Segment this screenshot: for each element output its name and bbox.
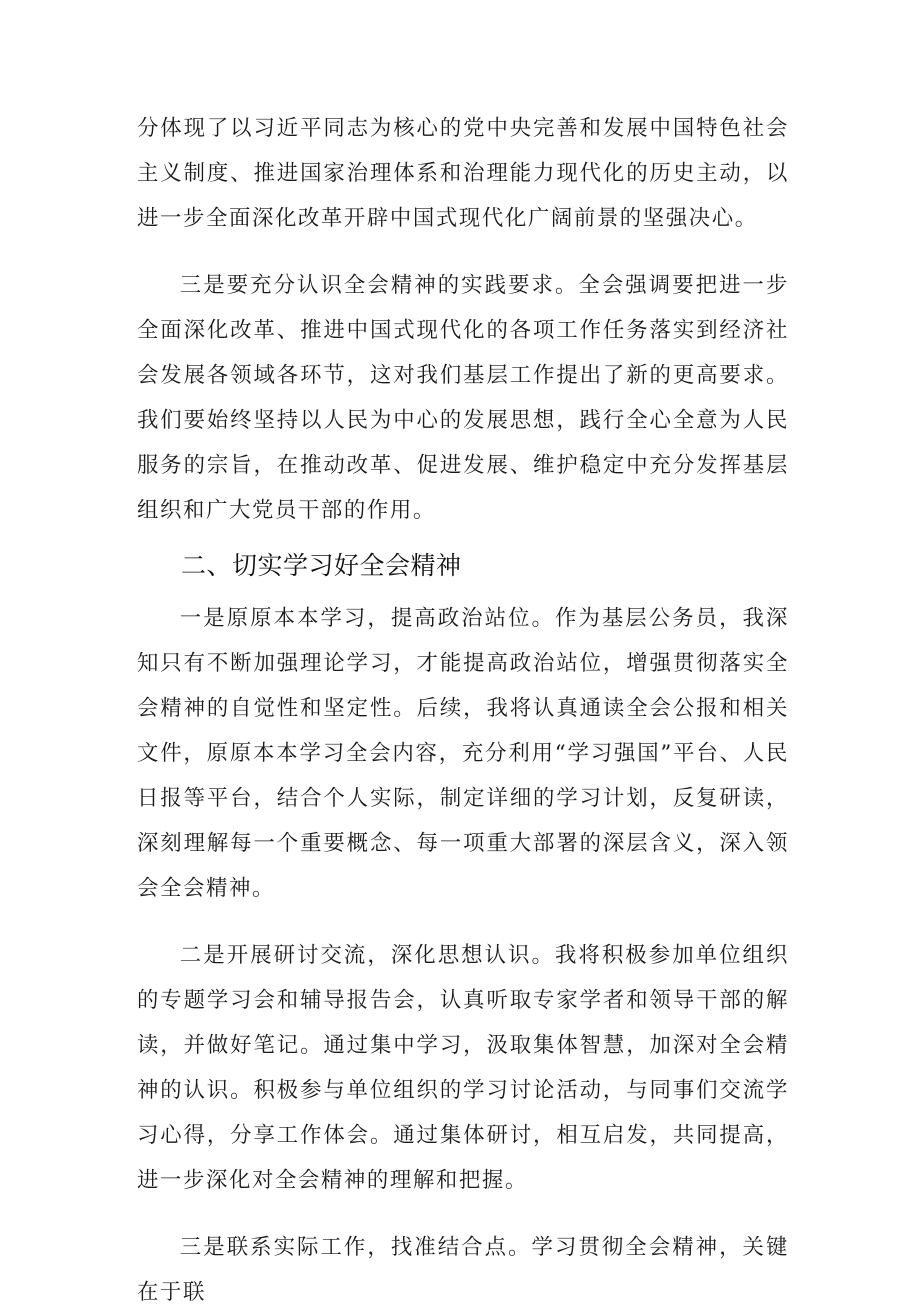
paragraph-discussion-exchange: 二是开展研讨交流，深化思想认识。我将积极参加单位组织的专题学习会和辅导报告会，认真听取专家学者和领导干部的解读，并做好笔记。通过集中学习，汲取集体智慧，加深对全会精神的认识。积极参与单位组织的学习讨论活动，与同事们交流学习心得，分享工作体会。通过集体研讨，相互启发，共同提高，进一步深化对全会精神的理解和把握。 xyxy=(137,943,789,1193)
text-block-top xyxy=(137,106,789,533)
text-block-bottom xyxy=(137,596,789,1315)
paragraph-practice-requirements: 三是要充分认识全会精神的实践要求。全会强调要把进一步全面深化改革、推进中国式现代化的各项工作任务落实到经济社会发展各领域各环节，这对我们基层工作提出了新的更高要求。我们要始终坚持以人民为中心的发展思想，践行全心全意为人民服务的宗旨，在推动改革、促进发展、维护稳定中充分发挥基层组织和广大党员干部的作用。 xyxy=(137,273,789,523)
section-heading: 二、切实学习好全会精神 xyxy=(181,551,462,580)
paragraph-practical-work: 三是联系实际工作，找准结合点。学习贯彻全会精神，关键在于联 xyxy=(137,1235,789,1305)
paragraph-study-original: 一是原原本本学习，提高政治站位。作为基层公务员，我深知只有不断加强理论学习，才能提高政治站位，增强贯彻落实全会精神的自觉性和坚定性。后续，我将认真通读全会公报和相关文件，原原本本学习全会内容，充分利用“学习强国”平台、人民日报等平台，结合个人实际，制定详细的学习计划，反复研读，深刻理解每一个重要概念、每一项重大部署的深层含义，深入领会全会精神。 xyxy=(137,606,789,901)
paragraph-continued: 分体现了以习近平同志为核心的党中央完善和发展中国特色社会主义制度、推进国家治理体系和治理能力现代化的历史主动，以进一步全面深化改革开辟中国式现代化广阔前景的坚强决心。 xyxy=(137,116,789,231)
